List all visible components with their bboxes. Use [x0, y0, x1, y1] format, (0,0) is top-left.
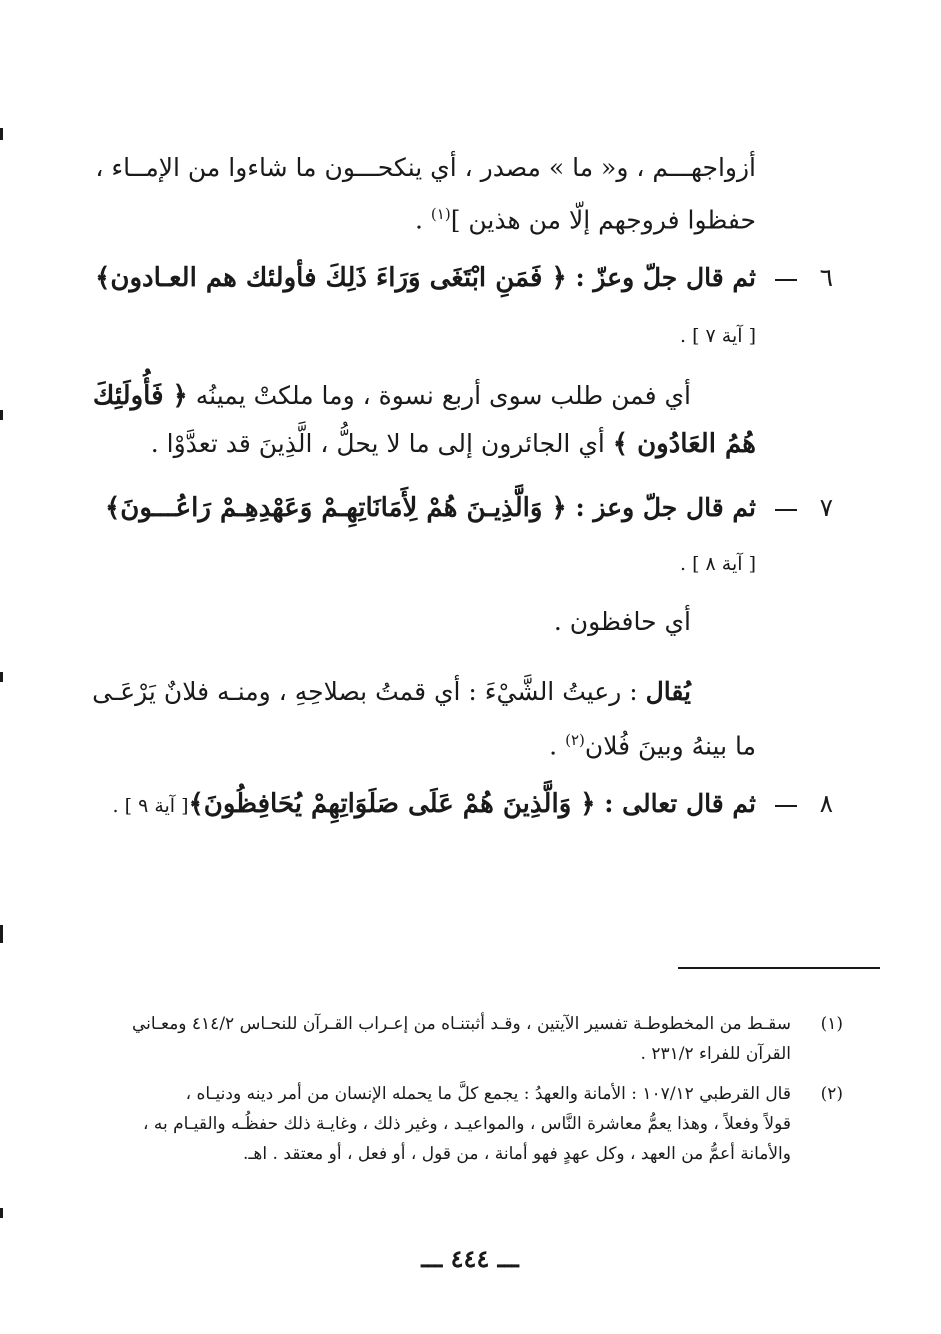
- para-7-line-3-text: ما بينهُ وبينَ فُلان: [584, 731, 756, 761]
- item-6-number: ٦: [819, 263, 833, 292]
- footnote-1-number: (١): [820, 1014, 843, 1034]
- item-6-verse: ﴿ فَمَنِ ابْتَغَى وَرَاءَ ذَلِكَ فأولئك هم العـادون﴾: [95, 263, 567, 293]
- para-6-line-1: [93, 378, 691, 414]
- item-8-number: ٨: [819, 789, 833, 818]
- body-line-1: أزواجهـــم ، و« ما » مصدر ، أي ينكحـــون ما شاءوا من الإمــاء ،: [95, 153, 756, 182]
- para-6-line-2-text: أي الجائرون إلى ما لا يحلُّ ، الَّذِينَ قد تعدَّوْا .: [150, 429, 613, 458]
- item-8-dash: [775, 805, 797, 807]
- footnote-1-line-1: سقـط من المخطوطـة تفسير الآيتين ، وقـد أثبتنـاه من إعـراب القـرآن للنحـاس ٤١٤/٢ ومعـاني: [131, 1014, 791, 1034]
- item-6-dash: [775, 279, 797, 281]
- footnote-1-line-2: القرآن للفراء ٢٣١/٢ .: [640, 1044, 791, 1064]
- para-7-line-2-text: : رعيتُ الشَّيْءَ : أي قمتُ بصلاحِهِ ، ومنـه فلانٌ يَرْعَـى: [92, 677, 646, 706]
- margin-mark: [0, 410, 3, 420]
- item-6-heading: [95, 260, 756, 296]
- item-7-number: ٧: [819, 493, 833, 522]
- item-7-dash: [775, 509, 797, 511]
- para-7-line-2: [92, 674, 691, 710]
- body-line-2-text: حفظوا فروجهم إلّا من هذين ]: [450, 205, 756, 235]
- footnote-ref-1: (١): [430, 205, 451, 223]
- margin-mark: [0, 128, 3, 140]
- body-line-2: [415, 196, 756, 238]
- item-8-ayah-ref: [ آية ٩ ] .: [112, 795, 189, 817]
- para-7-lead-word: يُقال: [645, 677, 691, 706]
- footnote-2-line-3: والأمانة أعمُّ من العهد ، وكل عهدٍ فهو أمانة ، من قول ، أو فعل ، أو معتقد . اهـ.: [243, 1144, 791, 1164]
- item-6-lead: ثم قال جلّ وعزّ :: [566, 263, 756, 292]
- footnote-ref-2: (٢): [565, 731, 585, 749]
- footnote-separator: [678, 967, 880, 969]
- margin-mark: [0, 1208, 3, 1218]
- item-6-ayah-ref: [ آية ٧ ] .: [680, 325, 756, 347]
- para-6-line-1-text: أي فمن طلب سوى أربع نسوة ، وما ملكتْ يمينُه: [187, 381, 691, 410]
- item-7-verse: ﴿ وَالَّذِيـنَ هُمْ لِأَمَانَاتِهِـمْ وَعَهْدِهِـمْ رَاعُـــونَ﴾: [105, 493, 567, 523]
- footnote-2-line-1: قال القرطبي ١٠٧/١٢ : الأمانة والعهدُ : يجمع كلَّ ما يحمله الإنسان من أمر دينه ودنيـاه ،: [185, 1084, 791, 1104]
- para-7-line-3: [549, 722, 756, 764]
- item-8-verse: ﴿ وَالَّذِينَ هُمْ عَلَى صَلَوَاتِهِمْ يُحَافِظُونَ﴾: [188, 789, 596, 819]
- para-7-line-1: أي حافظون .: [553, 607, 691, 636]
- footnote-2-number: (٢): [820, 1084, 843, 1104]
- page-number: ـــ ٤٤٤ ـــ: [421, 1244, 519, 1273]
- item-7-ayah-ref: [ آية ٨ ] .: [680, 553, 756, 575]
- footnote-2-line-2: قولاً وفعلاً ، وهذا يعمُّ معاشرة النَّاس ، والمواعيـد ، وغير ذلك ، وغايـة ذلك حفظُـه والقيـام به ،: [142, 1114, 791, 1134]
- para-6-quote-a: ﴿ فَأُولَئِكَ: [92, 381, 188, 411]
- para-7-line-3-end: .: [549, 731, 566, 761]
- body-line-2-end: .: [415, 205, 431, 235]
- item-7-heading: [105, 490, 756, 526]
- margin-mark: [0, 672, 3, 682]
- item-8-heading: [113, 786, 756, 824]
- item-7-lead: ثم قال جلّ وعز :: [566, 493, 756, 522]
- margin-mark: [0, 925, 3, 943]
- para-6-quote-b: هُمُ العَادُون ﴾: [612, 429, 756, 459]
- para-6-line-2: [151, 426, 756, 462]
- item-8-lead: ثم قال تعالى :: [595, 789, 756, 818]
